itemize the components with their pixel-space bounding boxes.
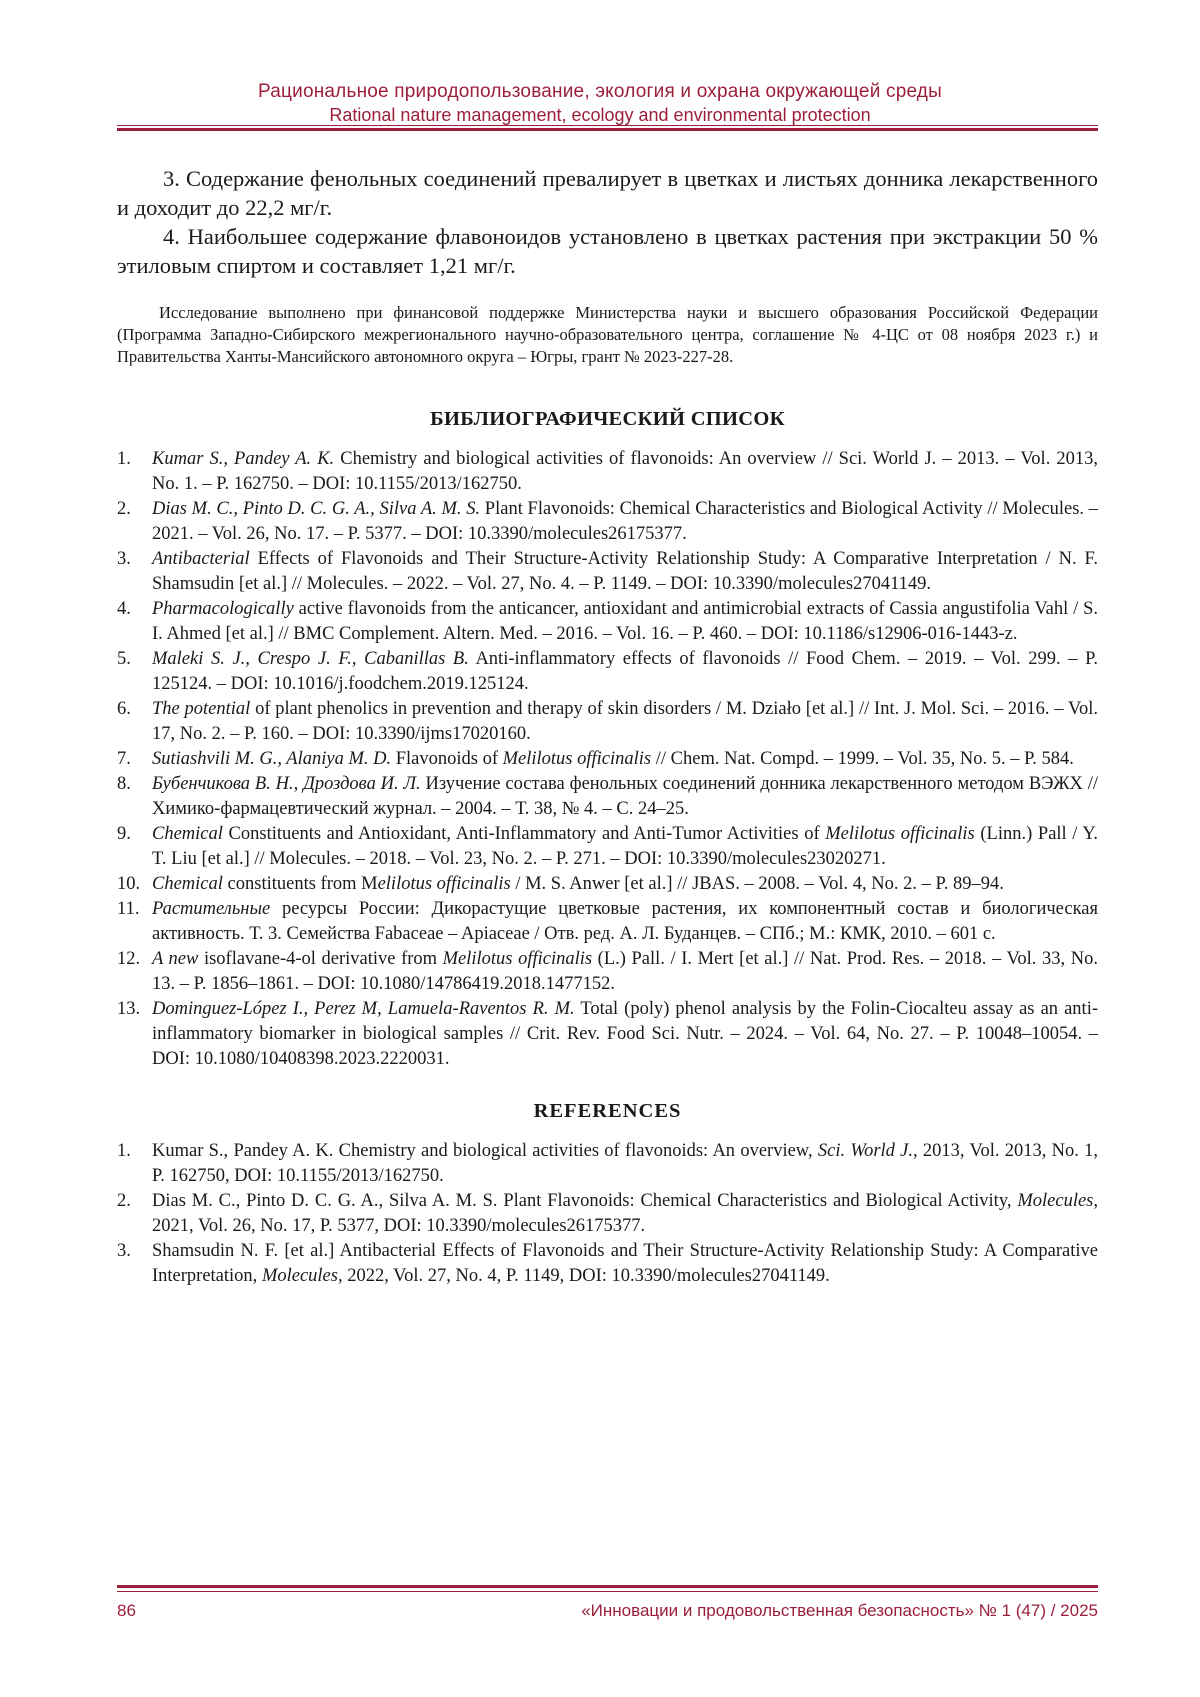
item-tail: 2022, Vol. 27, No. 4, P. 1149, DOI: 10.3390/molecules27041149. bbox=[342, 1266, 830, 1286]
running-header bbox=[0, 80, 1200, 126]
item-number: 1. bbox=[117, 1141, 131, 1161]
reference-item bbox=[117, 1139, 1098, 1189]
header-rule-thin bbox=[117, 125, 1098, 126]
item-number: 9. bbox=[117, 824, 131, 844]
item-species: Melilotus officinalis bbox=[502, 749, 652, 769]
item-number: 10. bbox=[117, 874, 141, 894]
conclusion-item: 4. Наибольшее содержание флавоноидов установлено в цветках растения при экстракции 50 % этиловым спиртом и составляет 1,21 мг/г. bbox=[117, 224, 1098, 278]
page-body bbox=[117, 164, 1098, 1289]
item-lead: Dias M. C., Pinto D. C. G. A., Silva A. M. S. bbox=[152, 499, 481, 519]
conclusion-item: 3. Содержание фенольных соединений превалирует в цветках и листьях донника лекарственного и доходит до 22,2 мг/г. bbox=[117, 166, 1098, 220]
item-species: elilotus officinalis bbox=[377, 874, 511, 894]
bibliography-item bbox=[117, 947, 1098, 997]
item-tail: (Linn.) Pall / Y. T. Liu [et al.] // Molecules. – 2018. – Vol. 23, No. 2. – P. 271. – DOI: 10.3390/molecules23020271. bbox=[152, 824, 1098, 869]
item-text: active flavonoids from the anticancer, antioxidant and antimicrobial extracts of Cassia angustifolia Vahl / S. I. Ahmed [et al.] // BMC Complement. Altern. Med. – 2016. – Vol. 16. – P. 460. – DOI: 10.1186/s12906-016-1443-z. bbox=[152, 599, 1098, 644]
header-title-ru: Рациональное природопользование, экология и охрана окружающей среды bbox=[258, 81, 942, 102]
bibliography-item bbox=[117, 547, 1098, 597]
bibliography-item bbox=[117, 772, 1098, 822]
conclusions bbox=[117, 164, 1098, 280]
item-lead: The potential bbox=[152, 699, 251, 719]
bibliography-item bbox=[117, 697, 1098, 747]
item-tail: (L.) Pall. / I. Mert [et al.] // Nat. Prod. Res. – 2018. – Vol. 33, No. 13. – P. 1856–1861. – DOI: 10.1080/14786419.2018.1477152. bbox=[152, 949, 1098, 994]
references-list bbox=[117, 1139, 1098, 1289]
item-lead: Dominguez-López I., Perez M, Lamuela-Raventos R. M. bbox=[152, 999, 575, 1019]
item-lead: Растительные bbox=[152, 899, 271, 919]
reference-item bbox=[117, 1189, 1098, 1239]
item-text: of plant phenolics in prevention and therapy of skin disorders / M. Działo [et al.] // Int. J. Mol. Sci. – 2016. – Vol. 17, No. 2. – P. 160. – DOI: 10.3390/ijms17020160. bbox=[152, 699, 1098, 744]
footer-rule-thin bbox=[117, 1591, 1098, 1592]
item-lead: Chemical bbox=[152, 824, 223, 844]
item-number: 11. bbox=[117, 899, 140, 919]
item-lead: Kumar S., Pandey A. K. bbox=[152, 449, 335, 469]
item-text: ресурсы России: Дикорастущие цветковые растения, их компонентный состав и биологическая активность. Т. 3. Семейства Fabaceae – Apiaceae / Отв. ред. А. Л. Буданцев. – СПб.; М.: КМК, 2010. – 601 с. bbox=[152, 899, 1098, 944]
item-journal: Molecules, bbox=[1017, 1191, 1098, 1211]
bibliography-item bbox=[117, 822, 1098, 872]
item-number: 3. bbox=[117, 549, 131, 569]
bibliography-item bbox=[117, 447, 1098, 497]
acknowledgement: Исследование выполнено при финансовой поддержке Министерства науки и высшего образования Российской Федерации (Программа Западно-Сибирского межрегионального научно-образовательного центра, соглашение № 4-ЦС от 08 ноября 2023 г.) и Правительства Ханты-Мансийского автономного округа – Югры, грант № 2023-227-28. bbox=[117, 303, 1098, 366]
header-rule-thick bbox=[117, 128, 1098, 131]
item-text: Chemistry and biological activities of flavonoids: An overview // Sci. World J. – 2013. – Vol. 2013, No. 1. – P. 162750. – DOI: 10.1155/2013/162750. bbox=[152, 449, 1098, 494]
bibliography-title: БИБЛИОГРАФИЧЕСКИЙ СПИСОК bbox=[430, 408, 785, 430]
item-lead: A new bbox=[152, 949, 199, 969]
item-number: 4. bbox=[117, 599, 131, 619]
item-tail: // Chem. Nat. Compd. – 1999. – Vol. 35, No. 5. – P. 584. bbox=[651, 749, 1074, 769]
item-text: Constituents and Antioxidant, Anti-Inflammatory and Anti-Tumor Activities of bbox=[222, 824, 826, 844]
item-lead: Бубенчикова В. Н., Дроздова И. Л. bbox=[152, 774, 421, 794]
bibliography-item bbox=[117, 497, 1098, 547]
bibliography-list bbox=[117, 447, 1098, 1072]
item-text: Shamsudin N. F. [et al.] Antibacterial Effects of Flavonoids and Their Structure-Activity Relationship Study: A Comparative Interpretation, bbox=[152, 1241, 1098, 1286]
item-number: 3. bbox=[117, 1241, 131, 1261]
bibliography-item bbox=[117, 597, 1098, 647]
item-number: 5. bbox=[117, 649, 131, 669]
item-number: 8. bbox=[117, 774, 131, 794]
item-lead: Pharmacologically bbox=[152, 599, 294, 619]
item-text: Effects of Flavonoids and Their Structure-Activity Relationship Study: A Comparative Interpretation / N. F. Shamsudin [et al.] // Molecules. – 2022. – Vol. 27, No. 4. – P. 1149. – DOI: 10.3390/molecules27041149. bbox=[152, 549, 1098, 594]
bibliography-item bbox=[117, 872, 1098, 897]
item-text: Anti-inflammatory effects of flavonoids // Food Chem. – 2019. – Vol. 299. – P. 125124. – DOI: 10.1016/j.foodchem.2019.125124. bbox=[152, 649, 1098, 694]
item-number: 12. bbox=[117, 949, 141, 969]
item-text: constituents from M bbox=[222, 874, 378, 894]
references-title: REFERENCES bbox=[533, 1100, 682, 1122]
item-journal: Molecules, bbox=[261, 1266, 343, 1286]
item-lead: Chemical bbox=[152, 874, 223, 894]
reference-item bbox=[117, 1239, 1098, 1289]
item-number: 2. bbox=[117, 499, 131, 519]
item-tail: / M. S. Anwer [et al.] // JBAS. – 2008. – Vol. 4, No. 2. – P. 89–94. bbox=[510, 874, 1004, 894]
item-tail: 2021, Vol. 26, No. 17, P. 5377, DOI: 10.3390/molecules26175377. bbox=[152, 1216, 646, 1236]
item-text: Plant Flavonoids: Chemical Characteristics and Biological Activity // Molecules. – 2021. – Vol. 26, No. 17. – P. 5377. – DOI: 10.3390/molecules26175377. bbox=[152, 499, 1098, 544]
item-species: Melilotus officinalis bbox=[825, 824, 975, 844]
item-number: 13. bbox=[117, 999, 141, 1019]
footer-rule-thick bbox=[117, 1585, 1098, 1588]
journal-issue: «Инновации и продовольственная безопасность» № 1 (47) / 2025 bbox=[581, 1601, 1098, 1620]
header-title-en: Rational nature management, ecology and environmental protection bbox=[329, 105, 871, 125]
item-species: Melilotus officinalis bbox=[442, 949, 593, 969]
item-text: Kumar S., Pandey A. K. Chemistry and biological activities of flavonoids: An overview, bbox=[152, 1141, 818, 1161]
bibliography-item bbox=[117, 897, 1098, 947]
item-text: Изучение состава фенольных соединений донника лекарственного методом ВЭЖХ // Химико-фармацевтический журнал. – 2004. – Т. 38, № 4. – С. 24–25. bbox=[152, 774, 1098, 819]
item-number: 2. bbox=[117, 1191, 131, 1211]
item-lead: Maleki S. J., Crespo J. F., Cabanillas B. bbox=[152, 649, 469, 669]
item-journal: Sci. World J. bbox=[817, 1141, 914, 1161]
bibliography-item bbox=[117, 647, 1098, 697]
item-text: Dias M. C., Pinto D. C. G. A., Silva A. M. S. Plant Flavonoids: Chemical Characteristics and Biological Activity, bbox=[152, 1191, 1018, 1211]
item-number: 7. bbox=[117, 749, 131, 769]
page-number: 86 bbox=[117, 1601, 136, 1620]
bibliography-item bbox=[117, 997, 1098, 1072]
item-lead: Sutiashvili M. G., Alaniya M. D. bbox=[152, 749, 392, 769]
item-text: Flavonoids of bbox=[391, 749, 503, 769]
item-tail: , 2013, Vol. 2013, No. 1, P. 162750, DOI: 10.1155/2013/162750. bbox=[152, 1141, 1098, 1186]
item-text: isoflavane-4-ol derivative from bbox=[198, 949, 443, 969]
item-text: Total (poly) phenol analysis by the Folin-Ciocalteu assay as an anti-inflammatory biomarker in biological samples // Crit. Rev. Food Sci. Nutr. – 2024. – Vol. 64, No. 27. – P. 10048–10054. – DOI: 10.1080/10408398.2023.2220031. bbox=[152, 999, 1098, 1069]
item-number: 1. bbox=[117, 449, 131, 469]
item-lead: Antibacterial bbox=[152, 549, 250, 569]
bibliography-item bbox=[117, 747, 1098, 772]
item-number: 6. bbox=[117, 699, 131, 719]
